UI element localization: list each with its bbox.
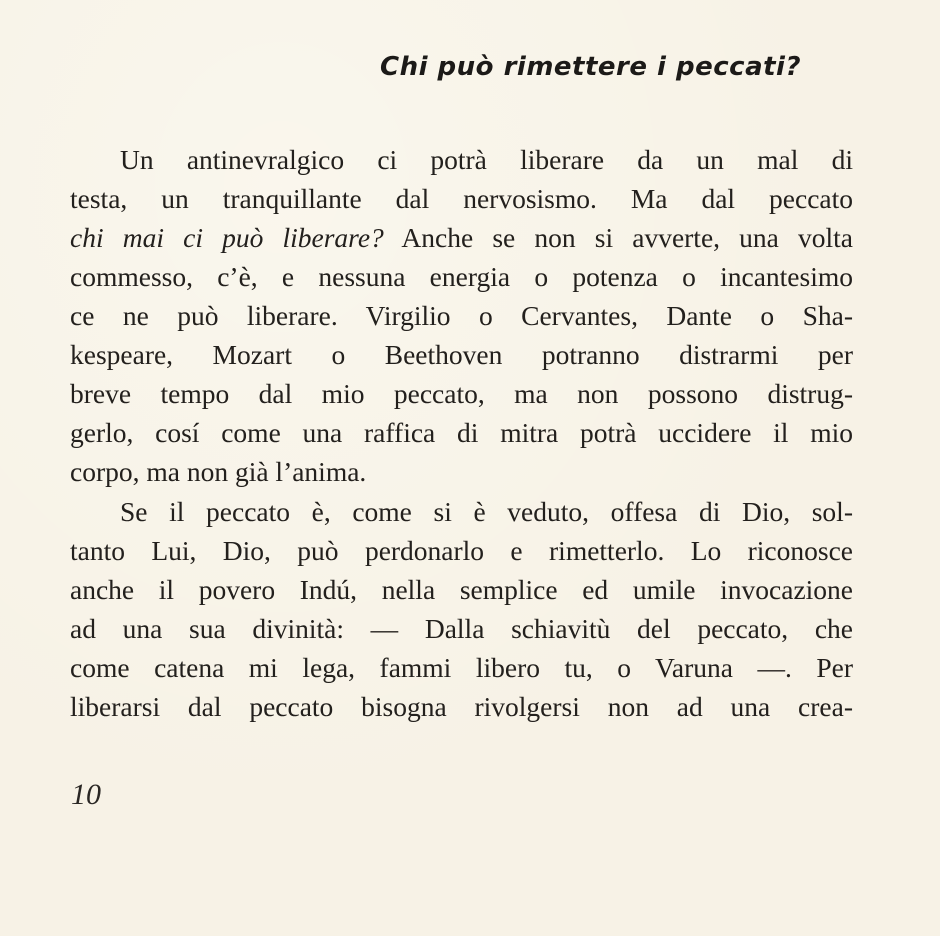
text-line: Un antinevralgico ci potrà liberare da un mal di: [120, 144, 853, 175]
text-line: tanto Lui, Dio, può perdonarlo e rimetterlo. Lo riconosce: [70, 535, 853, 566]
paragraph-2: [70, 492, 853, 726]
text-line: Se il peccato è, come si è veduto, offesa di Dio, sol-: [120, 496, 853, 527]
text-line: gerlo, cosí come una raffica di mitra potrà uccidere il mio: [70, 417, 853, 448]
text-line: ad una sua divinità: — Dalla schiavitù del peccato, che: [70, 613, 853, 644]
text-fragment: Anche se non si avverte, una volta: [383, 222, 853, 253]
text-line: testa, un tranquillante dal nervosismo. Ma dal peccato: [70, 183, 853, 214]
page-number: 10: [71, 778, 101, 811]
text-line: corpo, ma non già l’anima.: [70, 456, 367, 487]
text-line: kespeare, Mozart o Beethoven potranno distrarmi per: [70, 339, 853, 370]
chapter-heading: Chi può rimettere i peccati?: [380, 52, 802, 82]
italic-phrase: chi mai ci può liberare?: [70, 222, 384, 253]
text-line: anche il povero Indú, nella semplice ed umile invocazione: [70, 574, 853, 605]
text-line: [70, 218, 853, 257]
text-line: breve tempo dal mio peccato, ma non possono distrug-: [70, 378, 853, 409]
text-line: ce ne può liberare. Virgilio o Cervantes, Dante o Sha-: [70, 300, 853, 331]
paragraph-1: [70, 140, 853, 491]
text-line: commesso, c’è, e nessuna energia o potenza o incantesimo: [70, 261, 853, 292]
text-line: liberarsi dal peccato bisogna rivolgersi non ad una crea-: [70, 691, 853, 722]
text-line: come catena mi lega, fammi libero tu, o Varuna —. Per: [70, 652, 853, 683]
